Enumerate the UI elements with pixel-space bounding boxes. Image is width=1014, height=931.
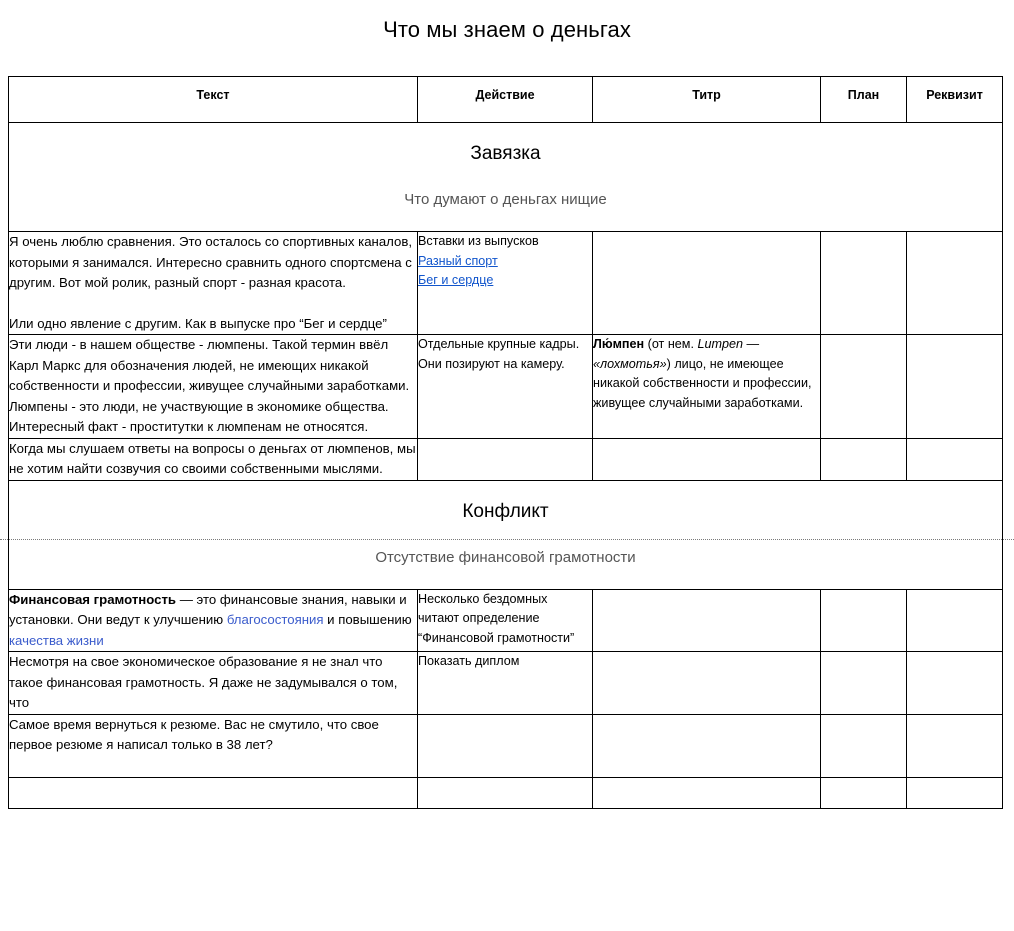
text-link-blagosostoyaniya[interactable]: благосостояния xyxy=(226,612,324,627)
section-header-row-zavyazka xyxy=(9,123,1003,232)
cell-text: Эти люди - в нашем обществе - люмпены. Такой термин ввёл Карл Маркс для обозначения людей, не имеющих никакой собственности и профессии, живущее случайными заработками. Люмпены - это люди, не участвующие в экономике общества. Интересный факт - проститутки к люмпенам не относятся. xyxy=(9,335,418,439)
cell-action xyxy=(418,438,593,480)
cell-text xyxy=(9,589,418,652)
section-header-cell xyxy=(9,480,1003,589)
cell-titr xyxy=(593,335,821,439)
titr-rest: ) лицо, не имеющее никакой собственности и профессии, живущее случайными заработками. xyxy=(593,356,812,410)
text-link-kachestva-zhizni[interactable]: качества жизни xyxy=(9,632,104,648)
cell-action xyxy=(418,714,593,777)
cell-text xyxy=(9,777,418,808)
cell-plan xyxy=(821,438,907,480)
cell-plan xyxy=(821,232,907,335)
action-link-razny-sport[interactable]: Разный спорт xyxy=(418,253,498,268)
script-table xyxy=(8,76,1003,809)
table-row xyxy=(9,335,1003,439)
cell-rekvizit xyxy=(907,714,1003,777)
table-row xyxy=(9,232,1003,335)
cell-plan xyxy=(821,335,907,439)
cell-rekvizit xyxy=(907,232,1003,335)
cell-titr xyxy=(593,714,821,777)
cell-titr xyxy=(593,777,821,808)
cell-plan xyxy=(821,589,907,652)
section-header-row-konflikt xyxy=(9,480,1003,589)
action-link-beg-i-serdce[interactable]: Бег и сердце xyxy=(418,273,494,287)
cell-action xyxy=(418,777,593,808)
cell-action: Показать диплом xyxy=(418,652,593,715)
text-part: — это финансовые знания, навыки и установки. Они ведут к улучшению xyxy=(9,591,407,627)
titr-paren-open: (от нем. xyxy=(644,337,698,351)
table-row xyxy=(9,589,1003,652)
section-subtitle-zavyazka: Что думают о деньгах нищие xyxy=(404,191,607,208)
section-subtitle-konflikt: Отсутствие финансовой грамотности xyxy=(375,548,636,566)
script-table-wrapper xyxy=(8,76,1002,809)
cell-titr xyxy=(593,652,821,715)
text-term: Финансовая грамотность xyxy=(9,591,177,607)
table-row xyxy=(9,714,1003,777)
column-header-plan: План xyxy=(821,77,907,123)
column-header-text: Текст xyxy=(9,77,418,123)
page-title: Что мы знаем о деньгах xyxy=(383,17,631,42)
section-title-konflikt: Конфликт xyxy=(462,500,549,522)
cell-action xyxy=(418,232,593,335)
cell-text: Когда мы слушаем ответы на вопросы о деньгах от люмпенов, мы не хотим найти созвучия со своими собственными мыслями. xyxy=(9,438,418,480)
cell-rekvizit xyxy=(907,335,1003,439)
cell-titr xyxy=(593,438,821,480)
section-title-zavyazka: Завязка xyxy=(470,143,541,164)
cell-rekvizit xyxy=(907,438,1003,480)
cell-plan xyxy=(821,652,907,715)
text-part: и повышению xyxy=(323,612,412,627)
cell-action: Отдельные крупные кадры. Они позируют на камеру. xyxy=(418,335,593,439)
cell-text: Несмотря на свое экономическое образование я не знал что такое финансовая грамотность. Я даже не задумывался о том, что xyxy=(9,652,418,715)
table-row-partial xyxy=(9,777,1003,808)
cell-plan xyxy=(821,714,907,777)
table-row xyxy=(9,652,1003,715)
titr-latin-word: Lumpen xyxy=(697,337,743,351)
section-header-cell xyxy=(9,123,1003,232)
titr-term: Лю́мпен xyxy=(593,337,645,351)
cell-rekvizit xyxy=(907,589,1003,652)
column-header-action: Действие xyxy=(418,77,593,123)
cell-rekvizit xyxy=(907,652,1003,715)
cell-rekvizit xyxy=(907,777,1003,808)
cell-titr xyxy=(593,232,821,335)
table-header-row xyxy=(9,77,1003,123)
titr-dash: — xyxy=(742,337,760,351)
cell-titr xyxy=(593,589,821,652)
cell-text xyxy=(9,232,418,335)
cell-plan xyxy=(821,777,907,808)
column-header-titr: Титр xyxy=(593,77,821,123)
column-header-rekvizit: Реквизит xyxy=(907,77,1003,123)
titr-gloss: «лохмотья» xyxy=(593,356,667,371)
cell-action: Несколько бездомных читают определение “Финансовой грамотности” xyxy=(418,589,593,652)
page-break-indicator xyxy=(0,539,1014,540)
table-row xyxy=(9,438,1003,480)
text-paragraph: Я очень люблю сравнения. Это осталось со спортивных каналов, которыми я занимался. Интересно сравнить одного спортсмена с другим. Вот мой ролик, разный спорт - разная красота. xyxy=(9,234,413,290)
cell-text: Самое время вернуться к резюме. Вас не смутило, что свое первое резюме я написал только в 38 лет? xyxy=(9,714,418,777)
text-paragraph: Или одно явление с другим. Как в выпуске про “Бег и сердце” xyxy=(9,315,387,331)
action-intro: Вставки из выпусков xyxy=(418,234,539,248)
